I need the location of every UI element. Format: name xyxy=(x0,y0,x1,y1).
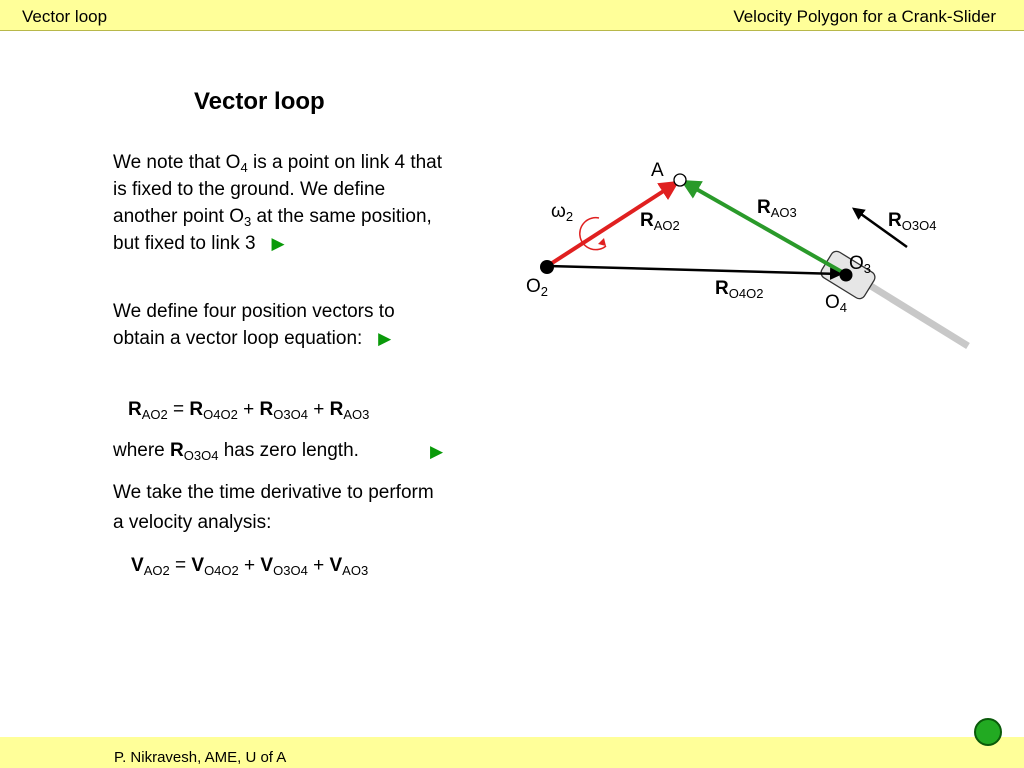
label-o2: $O_2$ xyxy=(526,276,549,299)
label-point-a: A xyxy=(651,160,664,181)
header-presentation-title: Velocity Polygon for a Crank-Slider xyxy=(733,7,996,26)
next-slide-icon[interactable] xyxy=(974,718,1002,746)
play-arrow-icon[interactable]: ▶ xyxy=(271,234,285,253)
joint-a xyxy=(674,174,686,186)
vector-loop-equation: $R_{AO2} = R_{O4O2} + R_{O3O4} + R_{AO3}$ xyxy=(128,399,370,422)
label-r-ao3: $R_{AO3}$ xyxy=(757,197,797,220)
vector-r-ao3 xyxy=(684,182,842,272)
paragraph-o4-o3-definition: We note that $O_4$ is a point on link 4 that is fixed to the ground. We define another point $O_3$ at the same position, but fixed to link 3 ▶ xyxy=(113,149,443,257)
joint-o2 xyxy=(540,260,554,274)
velocity-equation: $V_{AO2} = V_{O4O2} + V_{O3O4} + V_{AO3}$ xyxy=(131,555,369,578)
header-section-title: Vector loop xyxy=(22,7,108,26)
crank-slider-diagram xyxy=(500,150,980,370)
label-o3: $O_3$ xyxy=(849,253,872,276)
paragraph-time-derivative: We take the time derivative to perform a velocity analysis: xyxy=(113,482,434,533)
header-bar xyxy=(0,0,1024,31)
label-r-o4o2: $R_{O4O2}$ xyxy=(715,278,764,301)
omega-arrowhead xyxy=(598,238,606,246)
label-r-ao2: $R_{AO2}$ xyxy=(640,210,680,233)
footer-author: P. Nikravesh, AME, U of A xyxy=(114,749,287,766)
vector-r-o4o2 xyxy=(548,266,840,274)
label-omega-2: $\omega_2$ xyxy=(551,201,574,224)
paragraph-zero-length: where $R_{O3O4}$ has zero length. xyxy=(113,440,359,463)
footer-bar xyxy=(0,737,1024,768)
play-arrow-icon[interactable]: ▶ xyxy=(430,442,444,461)
play-arrow-icon[interactable]: ▶ xyxy=(378,329,392,348)
label-r-o3o4: $R_{O3O4}$ xyxy=(888,210,937,233)
paragraph-position-vectors: We define four position vectors to obtain a vector loop equation: ▶ xyxy=(113,298,443,352)
label-o4: $O_4$ xyxy=(825,292,848,315)
slide-title: Vector loop xyxy=(194,88,325,115)
